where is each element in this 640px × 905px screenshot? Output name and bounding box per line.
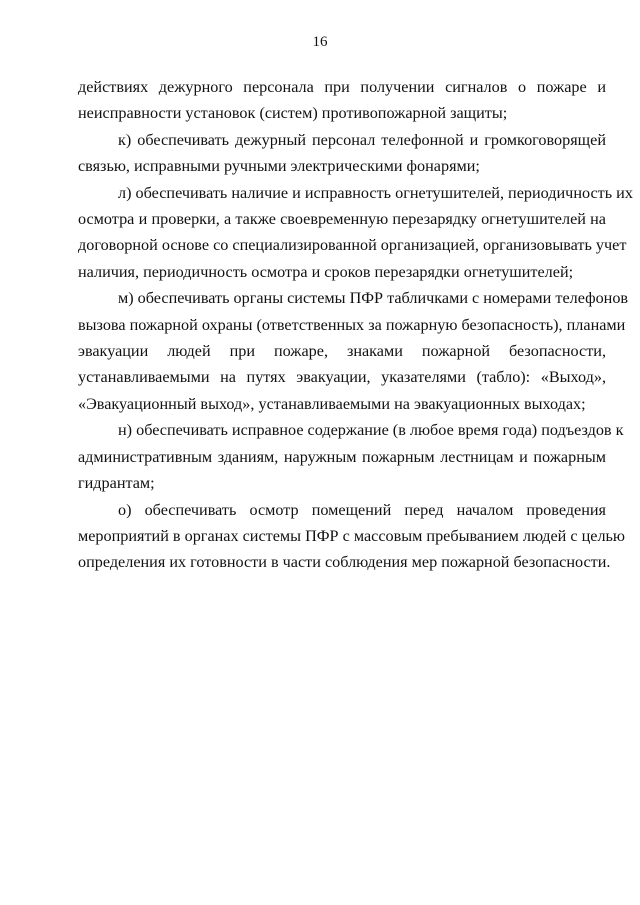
text-line: административным зданиям, наружным пожарным лестницам и пожарным: [78, 447, 606, 466]
text-line: мероприятий в органах системы ПФР с массовым пребыванием людей с целью: [78, 526, 626, 545]
text-line: о) обеспечивать осмотр помещений перед началом проведения: [118, 500, 606, 519]
paragraph-item-o: [78, 497, 626, 576]
text-line: неисправности установок (систем) противопожарной защиты;: [78, 104, 508, 123]
text-line: «Эвакуационный выход», устанавливаемыми на эвакуационных выходах;: [78, 394, 586, 413]
text-line: м) обеспечивать органы системы ПФР табличками с номерами телефонов: [118, 289, 629, 308]
text-line: наличия, периодичность осмотра и сроков перезарядки огнетушителей;: [78, 262, 574, 281]
text-line: н) обеспечивать исправное содержание (в любое время года) подъездов к: [118, 421, 624, 440]
text-line: действиях дежурного персонала при получении сигналов о пожаре и: [78, 78, 606, 96]
text-line: осмотра и проверки, а также своевременную перезарядку огнетушителей на: [78, 210, 606, 229]
document-body: [78, 74, 633, 576]
paragraph-item-n: [78, 417, 624, 496]
paragraph-item-l: [78, 180, 633, 286]
text-line: договорной основе со специализированной организацией, организовывать учет: [78, 236, 627, 255]
text-line: вызова пожарной охраны (ответственных за пожарную безопасность), планами: [78, 315, 626, 334]
text-line: л) обеспечивать наличие и исправность огнетушителей, периодичность их: [118, 183, 633, 202]
page-number: 16: [312, 34, 328, 50]
text-line: связью, исправными ручными электрическими фонарями;: [78, 157, 480, 176]
text-line: определения их готовности в части соблюдения мер пожарной безопасности.: [78, 553, 611, 572]
paragraph-continuation: [78, 74, 606, 127]
text-line: эвакуации людей при пожаре, знаками пожарной безопасности,: [78, 342, 606, 361]
text-line: устанавливаемыми на путях эвакуации, указателями (табло): «Выход»,: [78, 368, 606, 387]
paragraph-item-m: [78, 285, 629, 417]
text-line: к) обеспечивать дежурный персонал телефонной и громкоговорящей: [118, 130, 606, 149]
text-line: гидрантам;: [78, 474, 155, 493]
paragraph-item-k: [78, 127, 606, 180]
